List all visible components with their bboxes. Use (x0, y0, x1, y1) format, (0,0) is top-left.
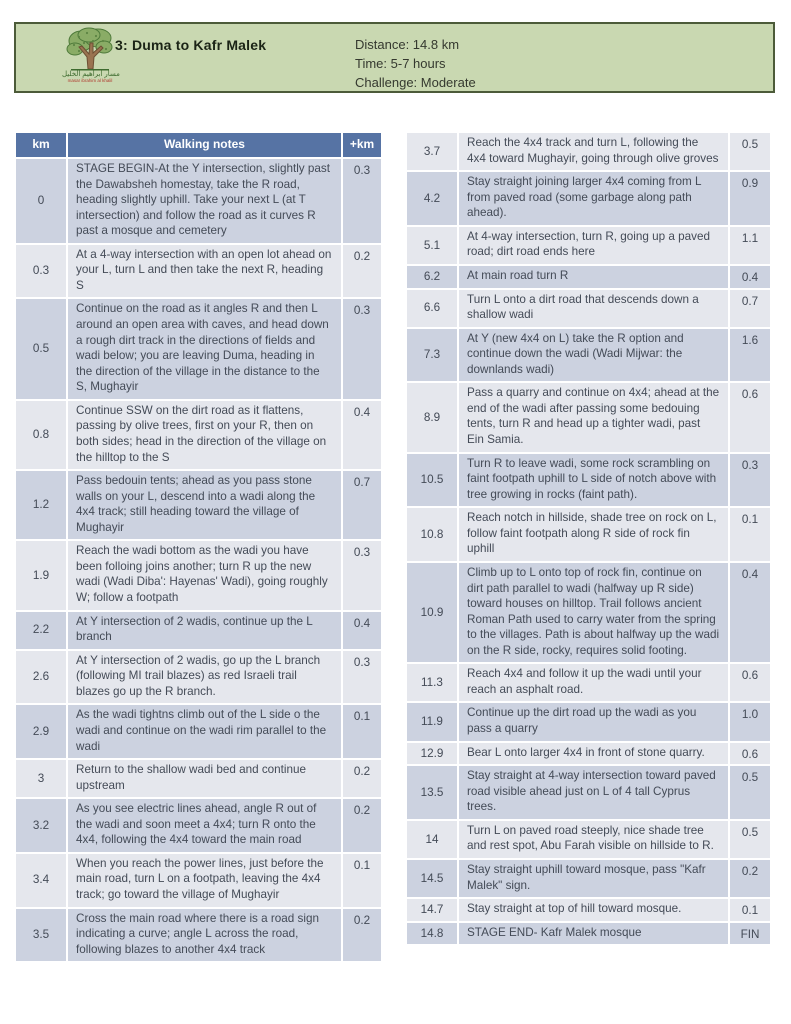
km-cell: 13.5 (407, 766, 457, 819)
km-cell: 0 (16, 159, 66, 243)
km-cell: 1.2 (16, 471, 66, 539)
km-cell: 3.4 (16, 854, 66, 907)
note-cell: Stay straight joining larger 4x4 coming from L from paved road (some garbage along path ahead). (459, 172, 728, 225)
km-cell: 3 (16, 760, 66, 797)
km-cell: 8.9 (407, 383, 457, 451)
walking-notes-table-left (14, 131, 383, 963)
note-cell: Bear L onto larger 4x4 in front of stone quarry. (459, 743, 728, 765)
km-cell: 3.7 (407, 133, 457, 170)
note-cell: Turn R to leave wadi, some rock scrambling on faint footpath uphill to L side of notch above with tree growing in rocks (faint path). (459, 454, 728, 507)
table-row (16, 760, 381, 797)
table-row (407, 172, 770, 225)
tree-logo-icon (62, 27, 118, 71)
table-row (407, 266, 770, 288)
note-cell: At Y intersection of 2 wadis, continue up the L branch (68, 612, 341, 649)
note-cell: Climb up to L onto top of rock fin, continue on dirt path parallel to wadi (halfway up R side) toward houses on hilltop. Trail follows ancient Roman Path used to carry water from the spring to the villages. Path is about halfway up the wadi on the R side, rocky, requires solid footing. (459, 563, 728, 662)
table-row (407, 227, 770, 264)
plus-cell: 0.1 (730, 899, 770, 921)
table-row (407, 508, 770, 561)
note-cell: At a 4-way intersection with an open lot ahead on your L, turn L and then take the next R, heading S (68, 245, 341, 298)
note-cell: Turn L on paved road steeply, nice shade tree and rest spot, Abu Farah visible on hillside to R. (459, 821, 728, 858)
note-cell: Turn L onto a dirt road that descends down a shallow wadi (459, 290, 728, 327)
column-header-km: km (16, 133, 66, 157)
plus-cell: 0.4 (343, 401, 381, 469)
table-row (407, 860, 770, 897)
table-row (407, 329, 770, 382)
table-row (16, 299, 381, 398)
plus-cell: 0.6 (730, 664, 770, 701)
walking-notes-table-right (405, 131, 772, 946)
km-cell: 0.5 (16, 299, 66, 398)
table-row (16, 541, 381, 609)
table-row (407, 766, 770, 819)
table-row (16, 651, 381, 704)
note-cell: Reach the 4x4 track and turn L, following the 4x4 toward Mughayir, going through olive groves (459, 133, 728, 170)
plus-cell: 0.9 (730, 172, 770, 225)
plus-cell: 1.1 (730, 227, 770, 264)
note-cell: Continue up the dirt road up the wadi as you pass a quarry (459, 703, 728, 740)
km-cell: 5.1 (407, 227, 457, 264)
table-row (407, 563, 770, 662)
table-header-row (16, 133, 381, 157)
km-cell: 6.6 (407, 290, 457, 327)
stage-challenge: Challenge: Moderate (355, 75, 476, 90)
stage-title: 3: Duma to Kafr Malek (115, 37, 267, 53)
table-row (16, 909, 381, 962)
plus-cell: 0.4 (730, 266, 770, 288)
table-row (16, 612, 381, 649)
table-row (407, 290, 770, 327)
plus-cell: 0.4 (730, 563, 770, 662)
table-row (16, 245, 381, 298)
table-row (407, 923, 770, 945)
km-cell: 12.9 (407, 743, 457, 765)
table-row (16, 401, 381, 469)
stage-meta (355, 35, 476, 92)
km-cell: 6.2 (407, 266, 457, 288)
plus-cell: 0.7 (343, 471, 381, 539)
km-cell: 2.2 (16, 612, 66, 649)
table-row (16, 854, 381, 907)
km-cell: 0.3 (16, 245, 66, 298)
note-cell: Stay straight uphill toward mosque, pass "Kafr Malek" sign. (459, 860, 728, 897)
plus-cell: 0.2 (343, 760, 381, 797)
note-cell: Stay straight at top of hill toward mosque. (459, 899, 728, 921)
km-cell: 14.8 (407, 923, 457, 945)
note-cell: Continue on the road as it angles R and then L around an open area with caves, and head down a rough dirt track in the directions of fields and wadi below; you are leaving Duma, heading in the direction of the village in the distance to the S, Mughayir (68, 299, 341, 398)
plus-cell: FIN (730, 923, 770, 945)
km-cell: 10.8 (407, 508, 457, 561)
note-cell: Reach 4x4 and follow it up the wadi until your reach an asphalt road. (459, 664, 728, 701)
plus-cell: 0.2 (730, 860, 770, 897)
plus-cell: 0.3 (343, 541, 381, 609)
plus-cell: 0.2 (343, 245, 381, 298)
note-cell: At main road turn R (459, 266, 728, 288)
note-cell: Continue SSW on the dirt road as it flattens, passing by olive trees, first on your R, then on both sides; head in the direction of the village on the hilltop to the S (68, 401, 341, 469)
table-row (407, 821, 770, 858)
plus-cell: 0.2 (343, 799, 381, 852)
note-cell: As the wadi tightns climb out of the L side o the wadi and continue on the wadi rim parallel to the wadi (68, 705, 341, 758)
plus-cell: 0.4 (343, 612, 381, 649)
stage-time: Time: 5-7 hours (355, 56, 446, 71)
logo-arabic-text: مسار ابراهيم الخليل (62, 71, 120, 78)
km-cell: 14.5 (407, 860, 457, 897)
table-row (16, 159, 381, 243)
table-row (16, 471, 381, 539)
table-row (407, 383, 770, 451)
table-row (407, 899, 770, 921)
km-cell: 3.2 (16, 799, 66, 852)
plus-cell: 0.5 (730, 821, 770, 858)
note-cell: STAGE END- Kafr Malek mosque (459, 923, 728, 945)
plus-cell: 1.0 (730, 703, 770, 740)
plus-cell: 0.3 (343, 651, 381, 704)
km-cell: 11.9 (407, 703, 457, 740)
km-cell: 10.9 (407, 563, 457, 662)
plus-cell: 0.6 (730, 743, 770, 765)
km-cell: 3.5 (16, 909, 66, 962)
note-cell: At 4-way intersection, turn R, going up a paved road; dirt road ends here (459, 227, 728, 264)
table-row (407, 703, 770, 740)
note-cell: Pass a quarry and continue on 4x4; ahead at the end of the wadi after passing some bedouing tents, turn R and head up a tighter wadi, past Ein Samia. (459, 383, 728, 451)
km-cell: 2.9 (16, 705, 66, 758)
plus-cell: 0.3 (343, 299, 381, 398)
plus-cell: 0.3 (730, 454, 770, 507)
note-cell: Cross the main road where there is a road sign indicating a curve; angle L across the road, following blazes to another 4x4 track (68, 909, 341, 962)
note-cell: As you see electric lines ahead, angle R out of the wadi and soon meet a 4x4; turn R onto the 4x4, following the 4x4 toward the main road (68, 799, 341, 852)
km-cell: 10.5 (407, 454, 457, 507)
table-row (407, 664, 770, 701)
plus-cell: 0.1 (343, 705, 381, 758)
plus-cell: 0.5 (730, 766, 770, 819)
km-cell: 4.2 (407, 172, 457, 225)
km-cell: 11.3 (407, 664, 457, 701)
table-row (16, 799, 381, 852)
plus-cell: 0.3 (343, 159, 381, 243)
table-row (407, 133, 770, 170)
table-row (407, 454, 770, 507)
table-row (16, 705, 381, 758)
km-cell: 0.8 (16, 401, 66, 469)
plus-cell: 1.6 (730, 329, 770, 382)
note-cell: At Y intersection of 2 wadis, go up the L branch (following MI trail blazes) as red Israeli trail blazes go up the R branch. (68, 651, 341, 704)
plus-cell: 0.5 (730, 133, 770, 170)
km-cell: 1.9 (16, 541, 66, 609)
km-cell: 14 (407, 821, 457, 858)
note-cell: Reach notch in hillside, shade tree on rock on L, follow faint footpath along R side of rock fin uphill (459, 508, 728, 561)
km-cell: 2.6 (16, 651, 66, 704)
note-cell: Reach the wadi bottom as the wadi you have been folloing joins another; turn R up the new wadi (Wadi Diba': Hayenas' Wadi), going roughly W; follow a footpath (68, 541, 341, 609)
plus-cell: 0.6 (730, 383, 770, 451)
logo-caption-text: masar ibrahim al khalil (67, 78, 113, 83)
note-cell: Return to the shallow wadi bed and continue upstream (68, 760, 341, 797)
note-cell: Stay straight at 4-way intersection toward paved road visible ahead just on L of 4 tall Cyprus trees. (459, 766, 728, 819)
stage-header-banner (14, 22, 775, 93)
plus-cell: 0.2 (343, 909, 381, 962)
walking-notes-content (14, 131, 772, 963)
note-cell: At Y (new 4x4 on L) take the R option and continue down the wadi (Wadi Mijwar: the downlands wadi) (459, 329, 728, 382)
column-header-plus-km: +km (343, 133, 381, 157)
stage-distance: Distance: 14.8 km (355, 37, 460, 52)
column-header-walking-notes: Walking notes (68, 133, 341, 157)
note-cell: When you reach the power lines, just before the main road, turn L on a footpath, leaving the 4x4 track; go toward the village of Mughayir (68, 854, 341, 907)
table-row (407, 743, 770, 765)
note-cell: STAGE BEGIN-At the Y intersection, slightly past the Dawabsheh homestay, take the R road, heading slightly uphill. Take your next L (at T intersection) and follow the road as it curves R past a mosque and cemetery (68, 159, 341, 243)
plus-cell: 0.1 (730, 508, 770, 561)
note-cell: Pass bedouin tents; ahead as you pass stone walls on your L, descend into a wadi along the 4x4 track; still heading toward the village of Mughayir (68, 471, 341, 539)
plus-cell: 0.1 (343, 854, 381, 907)
km-cell: 7.3 (407, 329, 457, 382)
plus-cell: 0.7 (730, 290, 770, 327)
masar-ibrahim-logo (62, 27, 118, 91)
km-cell: 14.7 (407, 899, 457, 921)
